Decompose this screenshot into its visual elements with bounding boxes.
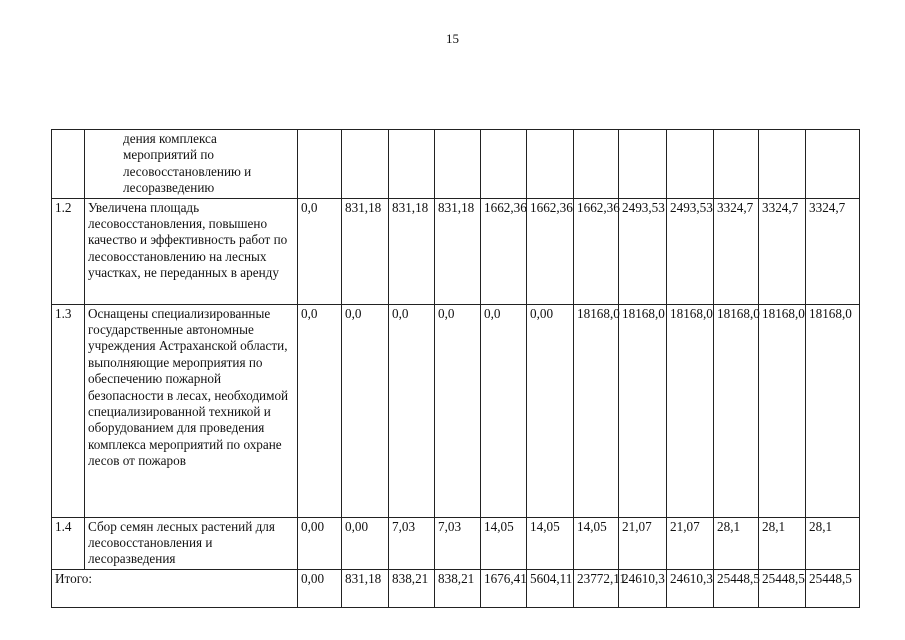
value-cell: 1662,36 [481, 198, 527, 304]
value-cell: 28,1 [806, 517, 860, 569]
table-row-total [52, 569, 860, 607]
total-value-cell: 838,21 [435, 569, 481, 607]
total-value-cell: 831,18 [342, 569, 389, 607]
table-row-continuation [52, 130, 860, 199]
value-cell [298, 130, 342, 199]
value-cell: 2493,53 [667, 198, 714, 304]
total-value-cell: 1676,41 [481, 569, 527, 607]
value-cell [806, 130, 860, 199]
value-cell: 0,0 [342, 304, 389, 517]
value-cell [759, 130, 806, 199]
value-cell: 0,00 [527, 304, 574, 517]
total-value-cell: 23772,11 [574, 569, 619, 607]
value-cell: 831,18 [435, 198, 481, 304]
item-description: дения комплекса мероприятий по лесовосстановлению и лесоразведению [85, 130, 298, 199]
total-value-cell: 0,00 [298, 569, 342, 607]
value-cell: 14,05 [527, 517, 574, 569]
item-number [52, 130, 85, 199]
value-cell: 0,0 [435, 304, 481, 517]
item-number: 1.2 [52, 198, 85, 304]
total-value-cell: 25448,5 [759, 569, 806, 607]
value-cell: 14,05 [481, 517, 527, 569]
total-value-cell: 838,21 [389, 569, 435, 607]
value-cell: 2493,53 [619, 198, 667, 304]
value-cell: 18168,0 [714, 304, 759, 517]
total-value-cell: 25448,5 [806, 569, 860, 607]
total-value-cell: 25448,5 [714, 569, 759, 607]
item-number: 1.3 [52, 304, 85, 517]
value-cell: 0,00 [342, 517, 389, 569]
value-cell: 21,07 [619, 517, 667, 569]
value-cell [574, 130, 619, 199]
value-cell: 0,0 [389, 304, 435, 517]
value-cell [667, 130, 714, 199]
value-cell: 7,03 [389, 517, 435, 569]
value-cell: 18168,0 [806, 304, 860, 517]
item-description: Сбор семян лесных растений для лесовосстановления и лесоразведения [85, 517, 298, 569]
program-indicators-table [51, 129, 860, 608]
value-cell [435, 130, 481, 199]
value-cell: 3324,7 [806, 198, 860, 304]
table-row-1-3 [52, 304, 860, 517]
value-cell: 7,03 [435, 517, 481, 569]
value-cell: 3324,7 [714, 198, 759, 304]
page-number: 15 [446, 31, 459, 46]
table-row-1-4 [52, 517, 860, 569]
total-value-cell: 24610,3 [667, 569, 714, 607]
value-cell: 18168,0 [574, 304, 619, 517]
value-cell: 0,0 [481, 304, 527, 517]
total-value-cell: 24610,3 [619, 569, 667, 607]
value-cell: 1662,36 [527, 198, 574, 304]
value-cell [481, 130, 527, 199]
value-cell: 18168,0 [759, 304, 806, 517]
value-cell: 0,0 [298, 304, 342, 517]
value-cell: 3324,7 [759, 198, 806, 304]
value-cell: 18168,0 [667, 304, 714, 517]
value-cell [714, 130, 759, 199]
value-cell [342, 130, 389, 199]
value-cell: 831,18 [342, 198, 389, 304]
value-cell: 28,1 [714, 517, 759, 569]
value-cell: 14,05 [574, 517, 619, 569]
value-cell: 28,1 [759, 517, 806, 569]
value-cell: 831,18 [389, 198, 435, 304]
total-value-cell: 5604,11 [527, 569, 574, 607]
value-cell: 1662,36 [574, 198, 619, 304]
total-label: Итого: [52, 569, 298, 607]
table-row-1-2 [52, 198, 860, 304]
value-cell [389, 130, 435, 199]
value-cell: 21,07 [667, 517, 714, 569]
item-description: Оснащены специализированные государственные автономные учреждения Астраханской области, выполняющие мероприятия по обеспечению пожарной безопасности в лесах, необходимой специализированной техникой и оборудованием для проведения комплекса мероприятий по охране лесов от пожаров [85, 304, 298, 517]
value-cell [619, 130, 667, 199]
value-cell: 0,00 [298, 517, 342, 569]
value-cell [527, 130, 574, 199]
item-number: 1.4 [52, 517, 85, 569]
value-cell: 0,0 [298, 198, 342, 304]
value-cell: 18168,0 [619, 304, 667, 517]
item-description: Увеличена площадь лесовосстановления, повышено качество и эффективность работ по лесовосстановлению на лесных участках, не переданных в аренду [85, 198, 298, 304]
